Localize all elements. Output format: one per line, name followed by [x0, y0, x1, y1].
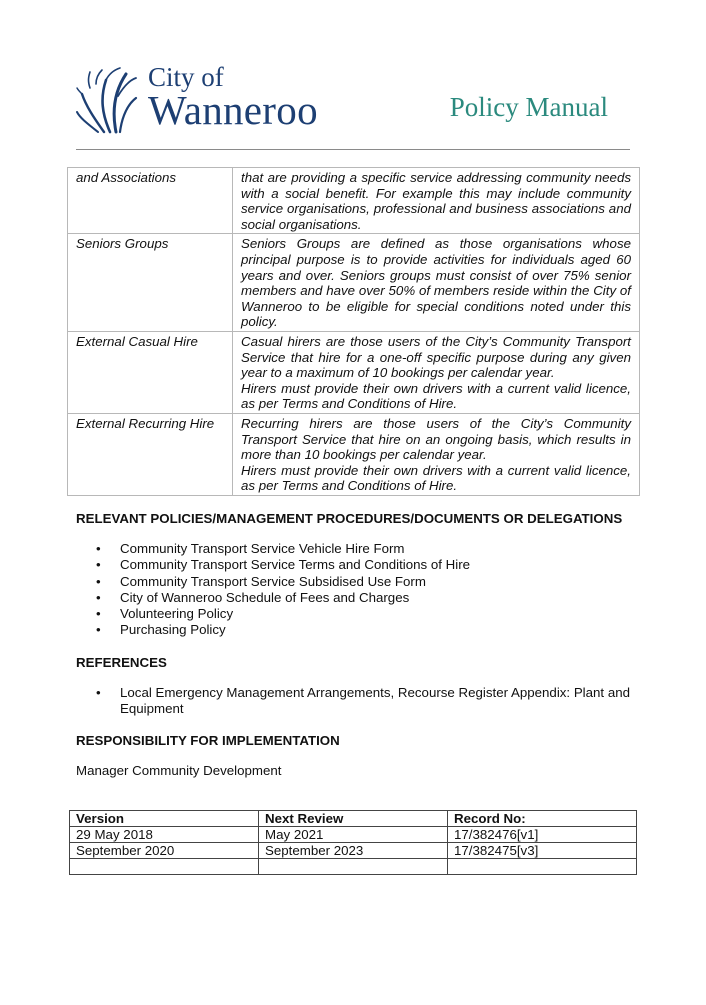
revision-table: [69, 810, 637, 875]
version-cell: September 2020: [70, 843, 259, 859]
page-header: [0, 0, 706, 152]
relevant-policies-heading: RELEVANT POLICIES/MANAGEMENT PROCEDURES/DOCUMENTS OR DELEGATIONS: [76, 511, 623, 526]
reference-list-item: • Local Emergency Management Arrangements, Recourse Register Appendix: Plant and Equipment: [76, 685, 630, 718]
logo-city-of-text: City of: [148, 62, 224, 92]
plant-emblem-icon: [76, 66, 138, 134]
header-divider: [76, 149, 630, 150]
version-cell: [70, 859, 259, 875]
logo-wanneroo-text: Wanneroo: [148, 87, 318, 133]
definition-paragraph: Casual hirers are those users of the City’s Community Transport Service that hire for a one-off specific purpose during any given year to a maximum of 10 bookings per calendar year.: [241, 333, 631, 381]
revision-row: [70, 827, 637, 843]
references-section: [76, 655, 636, 718]
definition-description: [233, 413, 640, 495]
record-no-cell: [448, 859, 637, 875]
definition-term: Seniors Groups: [68, 234, 233, 332]
policy-list-item: • City of Wanneroo Schedule of Fees and Charges: [76, 590, 636, 606]
relevant-policies-list: [76, 541, 636, 639]
policy-list-item: • Community Transport Service Terms and Conditions of Hire: [76, 557, 636, 573]
definition-paragraph: Recurring hirers are those users of the City’s Community Transport Service that hire on an ongoing basis, which results in more than 10 bookings per calendar year.: [241, 415, 631, 463]
version-cell: 29 May 2018: [70, 827, 259, 843]
relevant-policies-section: [76, 511, 636, 639]
next-review-cell: May 2021: [259, 827, 448, 843]
definition-paragraph: that are providing a specific service addressing community needs with a social benefit. For example this may include community service organisations, professional and business associations and social organisations.: [241, 170, 631, 232]
record-no-cell: 17/382475[v3]: [448, 843, 637, 859]
next-review-column-header: Next Review: [259, 811, 448, 827]
definition-description: [233, 168, 640, 234]
definition-term: External Recurring Hire: [68, 413, 233, 495]
definitions-table: [67, 167, 640, 496]
revision-header-row: [70, 811, 637, 827]
policy-list-item: • Community Transport Service Subsidised Use Form: [76, 574, 636, 590]
policy-list-item: • Community Transport Service Vehicle Hire Form: [76, 541, 636, 557]
definition-paragraph: Seniors Groups are defined as those organisations whose principal purpose is to provide activities for individuals aged 60 years and over. Seniors groups must consist of over 75% senior members and have over 50% of members reside within the City of Wanneroo to be eligible for special conditions noted under this policy.: [241, 236, 631, 330]
version-column-header: Version: [70, 811, 259, 827]
revision-row: [70, 859, 637, 875]
references-list: [76, 685, 630, 718]
definition-row: [68, 413, 640, 495]
definition-paragraph: Hirers must provide their own drivers with a current valid licence, as per Terms and Conditions of Hire.: [241, 380, 631, 412]
record-no-column-header: Record No:: [448, 811, 637, 827]
definition-paragraph: Hirers must provide their own drivers with a current valid licence, as per Terms and Conditions of Hire.: [241, 462, 631, 494]
next-review-cell: September 2023: [259, 843, 448, 859]
responsibility-section: [76, 733, 636, 778]
responsibility-heading: RESPONSIBILITY FOR IMPLEMENTATION: [76, 733, 340, 748]
document-title: Policy Manual: [449, 92, 608, 122]
definition-term: External Casual Hire: [68, 331, 233, 413]
city-of-wanneroo-logo: [76, 60, 336, 140]
record-no-cell: 17/382476[v1]: [448, 827, 637, 843]
definition-term: and Associations: [68, 168, 233, 234]
policy-list-item: • Volunteering Policy: [76, 606, 636, 622]
definition-row: [68, 234, 640, 332]
references-heading: REFERENCES: [76, 655, 167, 670]
next-review-cell: [259, 859, 448, 875]
definition-description: [233, 331, 640, 413]
definition-row: [68, 168, 640, 234]
definition-description: [233, 234, 640, 332]
policy-list-item: • Purchasing Policy: [76, 622, 636, 638]
responsibility-text: Manager Community Development: [76, 763, 282, 778]
definition-row: [68, 331, 640, 413]
revision-row: [70, 843, 637, 859]
